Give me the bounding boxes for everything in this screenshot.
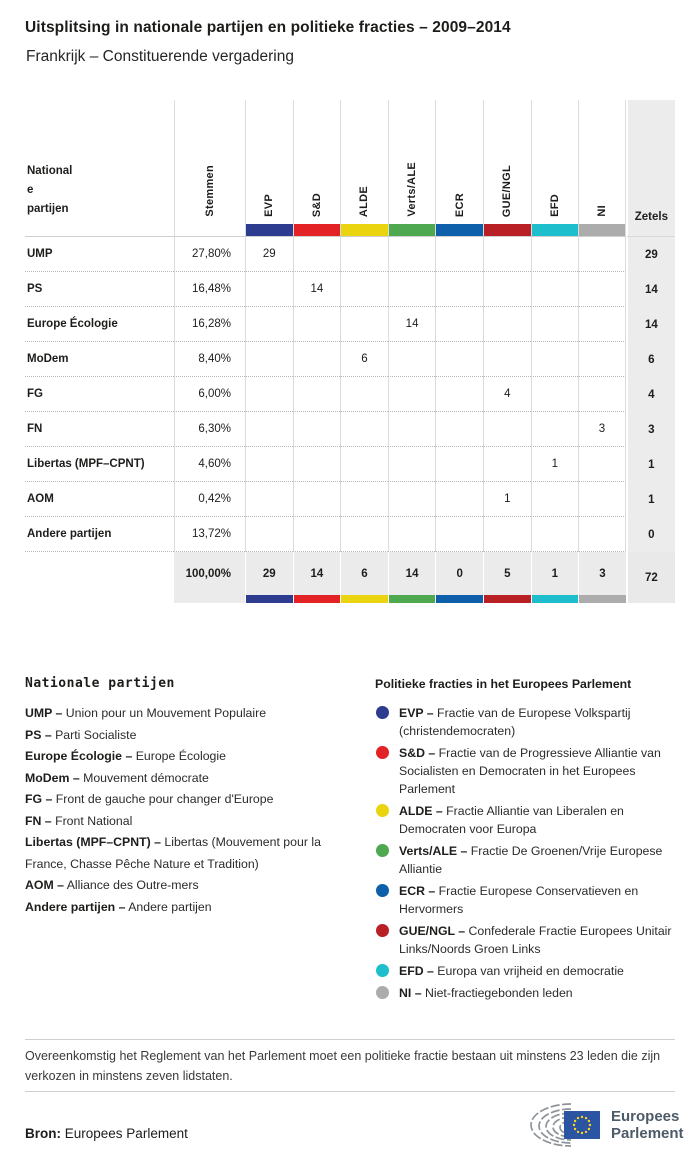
group-legend-text: Verts/ALE – Fractie De Groenen/Vrije Europese Alliantie bbox=[399, 844, 663, 876]
group-legend-abbr: Verts/ALE – bbox=[399, 844, 468, 858]
zetels-header-label: Zetels bbox=[634, 211, 668, 223]
group-column-header bbox=[435, 100, 483, 237]
seat-count-cell bbox=[340, 412, 388, 447]
seat-count-cell: 3 bbox=[578, 412, 626, 447]
seat-count-cell bbox=[483, 447, 531, 482]
source-label: Bron: bbox=[25, 1126, 61, 1141]
party-name-cell: Libertas (MPF–CPNT) bbox=[25, 447, 174, 482]
party-legend-abbr: UMP – bbox=[25, 706, 63, 720]
source-line bbox=[25, 1126, 188, 1141]
parties-header-line: partijen bbox=[27, 203, 69, 215]
group-legend-abbr: EFD – bbox=[399, 964, 434, 978]
seat-count-cell bbox=[531, 482, 579, 517]
party-legend-abbr: MoDem – bbox=[25, 770, 80, 785]
total-zetels-cell: 72 bbox=[626, 552, 675, 603]
seat-count-cell bbox=[578, 482, 626, 517]
group-color-bar bbox=[484, 595, 531, 603]
group-color-bar bbox=[532, 224, 579, 236]
seat-count-cell bbox=[293, 342, 341, 377]
total-seat-value: 6 bbox=[361, 567, 368, 580]
seat-count-cell: 4 bbox=[483, 377, 531, 412]
group-legend-item bbox=[375, 984, 675, 1002]
seat-count-cell bbox=[245, 517, 293, 552]
page-subtitle: Frankrijk – Constituerende vergadering bbox=[26, 48, 294, 65]
total-seat-value: 0 bbox=[456, 567, 463, 580]
group-legend-abbr: NI – bbox=[399, 986, 422, 1000]
group-color-bar bbox=[294, 224, 341, 236]
seat-count-cell bbox=[435, 237, 483, 272]
total-seat-cell bbox=[483, 552, 531, 603]
party-legend-item: UMP – Union pour un Mouvement Populaire bbox=[25, 706, 267, 720]
seat-count-cell bbox=[483, 307, 531, 342]
zetels-cell: 6 bbox=[626, 342, 675, 377]
table-row bbox=[25, 447, 675, 482]
party-legend-item: Libertas (MPF–CPNT) – Libertas (Mouvement pour la France, Chasse Pêche Nature et Tradition) bbox=[25, 835, 321, 871]
stemmen-cell: 27,80% bbox=[174, 237, 245, 272]
seat-count-cell bbox=[435, 482, 483, 517]
parties-header-line: National bbox=[27, 165, 73, 177]
party-name-cell: FN bbox=[25, 412, 174, 447]
seat-count-cell bbox=[435, 272, 483, 307]
group-color-bar bbox=[532, 595, 579, 603]
seat-count-cell bbox=[483, 237, 531, 272]
table-row bbox=[25, 272, 675, 307]
table-row bbox=[25, 307, 675, 342]
group-legend-item bbox=[375, 704, 675, 740]
group-color-bar bbox=[579, 224, 625, 236]
stemmen-cell: 6,00% bbox=[174, 377, 245, 412]
table-body bbox=[25, 237, 675, 552]
seat-count-cell: 1 bbox=[531, 447, 579, 482]
table-row bbox=[25, 517, 675, 552]
group-color-dot bbox=[376, 964, 389, 977]
seat-count-cell bbox=[531, 307, 579, 342]
stemmen-cell: 16,28% bbox=[174, 307, 245, 342]
group-header-label: ECR bbox=[453, 192, 466, 217]
seat-count-cell bbox=[293, 447, 341, 482]
zetels-cell: 14 bbox=[626, 272, 675, 307]
seat-count-cell bbox=[245, 447, 293, 482]
zetels-cell: 1 bbox=[626, 482, 675, 517]
group-legend-abbr: EVP – bbox=[399, 706, 434, 720]
group-legend-text: ALDE – Fractie Alliantie van Liberalen en Democraten voor Europa bbox=[399, 804, 624, 836]
seat-count-cell bbox=[340, 377, 388, 412]
group-color-bar bbox=[246, 595, 293, 603]
stemmen-cell: 16,48% bbox=[174, 272, 245, 307]
party-legend-abbr: FG – bbox=[25, 792, 53, 806]
stemmen-column-header bbox=[174, 100, 245, 237]
party-legend-abbr: PS – bbox=[25, 727, 52, 742]
group-legend-text: NI – Niet-fractiegebonden leden bbox=[399, 986, 573, 1000]
group-color-bar bbox=[341, 224, 388, 236]
seat-count-cell bbox=[531, 377, 579, 412]
group-legend-item bbox=[375, 922, 675, 958]
group-color-dot bbox=[376, 804, 389, 817]
group-legend-text: S&D – Fractie van de Progressieve Alliantie van Socialisten en Democraten in het Europees Parlement bbox=[399, 746, 661, 796]
total-seat-cell bbox=[340, 552, 388, 603]
group-column-header bbox=[293, 100, 341, 237]
group-column-header bbox=[340, 100, 388, 237]
group-color-bar bbox=[436, 595, 483, 603]
parties-column-header bbox=[25, 100, 174, 237]
seat-count-cell bbox=[578, 237, 626, 272]
group-header-label: NI bbox=[595, 205, 608, 217]
seat-count-cell bbox=[340, 307, 388, 342]
party-legend-item: PS – Parti Socialiste bbox=[25, 727, 137, 742]
seat-count-cell bbox=[245, 307, 293, 342]
seat-count-cell bbox=[435, 412, 483, 447]
zetels-cell: 1 bbox=[626, 447, 675, 482]
seat-count-cell: 14 bbox=[293, 272, 341, 307]
seat-count-cell bbox=[483, 517, 531, 552]
total-seat-value: 14 bbox=[405, 567, 419, 580]
seat-count-cell bbox=[388, 377, 436, 412]
seat-count-cell bbox=[531, 272, 579, 307]
seat-count-cell bbox=[293, 377, 341, 412]
stemmen-cell: 4,60% bbox=[174, 447, 245, 482]
zetels-cell: 14 bbox=[626, 307, 675, 342]
seat-count-cell bbox=[340, 272, 388, 307]
total-empty-cell bbox=[25, 552, 174, 603]
group-legend-text: GUE/NGL – Confederale Fractie Europees Unitair Links/Noords Groen Links bbox=[399, 924, 672, 956]
table-row bbox=[25, 482, 675, 517]
group-color-bar bbox=[294, 595, 341, 603]
group-color-bar bbox=[389, 224, 436, 236]
ep-hemicycle-icon bbox=[528, 1101, 604, 1149]
seat-count-cell bbox=[245, 377, 293, 412]
european-parliament-logo bbox=[528, 1101, 684, 1149]
table-row bbox=[25, 377, 675, 412]
national-parties-legend-title: Nationale partijen bbox=[25, 676, 175, 691]
seat-count-cell bbox=[388, 237, 436, 272]
group-header-label: S&D bbox=[310, 192, 323, 217]
seat-count-cell bbox=[435, 307, 483, 342]
total-seat-value: 5 bbox=[504, 567, 511, 580]
table-row bbox=[25, 412, 675, 447]
page-title: Uitsplitsing in nationale partijen en politieke fracties – 2009–2014 bbox=[25, 19, 511, 36]
group-header-label: EVP bbox=[263, 194, 276, 217]
stemmen-cell: 0,42% bbox=[174, 482, 245, 517]
seat-count-cell bbox=[245, 412, 293, 447]
national-parties-legend-items bbox=[25, 703, 360, 918]
seat-count-cell bbox=[531, 517, 579, 552]
seat-count-cell bbox=[245, 482, 293, 517]
group-column-header bbox=[483, 100, 531, 237]
seat-count-cell bbox=[340, 482, 388, 517]
seat-count-cell bbox=[340, 517, 388, 552]
seat-count-cell bbox=[435, 377, 483, 412]
group-legend-abbr: GUE/NGL – bbox=[399, 924, 466, 938]
party-legend-item: Andere partijen – Andere partijen bbox=[25, 899, 212, 914]
divider-bottom bbox=[25, 1091, 675, 1092]
seat-count-cell bbox=[245, 342, 293, 377]
seat-count-cell bbox=[531, 342, 579, 377]
group-legend-item bbox=[375, 842, 675, 878]
party-legend-item: AOM – Alliance des Outre-mers bbox=[25, 878, 199, 892]
seat-count-cell bbox=[578, 377, 626, 412]
group-color-bar bbox=[389, 595, 436, 603]
total-stemmen-cell: 100,00% bbox=[174, 552, 245, 603]
seat-count-cell bbox=[293, 307, 341, 342]
party-legend-abbr: FN – bbox=[25, 813, 52, 828]
party-legend-abbr: AOM – bbox=[25, 878, 64, 892]
seat-count-cell bbox=[293, 412, 341, 447]
ep-logo-line1: Europees bbox=[611, 1107, 680, 1125]
group-color-dot bbox=[376, 924, 389, 937]
group-legend-item bbox=[375, 962, 675, 980]
total-seat-cell bbox=[293, 552, 341, 603]
group-color-dot bbox=[376, 844, 389, 857]
zetels-column-header bbox=[626, 100, 675, 237]
seat-count-cell bbox=[578, 447, 626, 482]
group-column-header bbox=[531, 100, 579, 237]
national-parties-legend bbox=[25, 676, 360, 918]
group-legend-item bbox=[375, 882, 675, 918]
seat-count-cell bbox=[293, 482, 341, 517]
seat-count-cell bbox=[293, 517, 341, 552]
seat-count-cell bbox=[293, 237, 341, 272]
stemmen-cell: 6,30% bbox=[174, 412, 245, 447]
group-legend-abbr: ECR – bbox=[399, 884, 436, 898]
group-legend-text: EFD – Europa van vrijheid en democratie bbox=[399, 964, 624, 978]
group-color-bar bbox=[246, 224, 293, 236]
total-seat-cell bbox=[531, 552, 579, 603]
seat-count-cell bbox=[388, 517, 436, 552]
group-color-dot bbox=[376, 986, 389, 999]
seat-count-cell bbox=[340, 237, 388, 272]
group-legend-item bbox=[375, 744, 675, 798]
zetels-cell: 0 bbox=[626, 517, 675, 552]
group-legend-text: EVP – Fractie van de Europese Volkspartij (christendemocraten) bbox=[399, 706, 631, 738]
seat-count-cell: 14 bbox=[388, 307, 436, 342]
party-name-cell: UMP bbox=[25, 237, 174, 272]
seat-count-cell bbox=[435, 517, 483, 552]
party-legend-item: FN – Front National bbox=[25, 813, 133, 828]
seat-count-cell bbox=[483, 272, 531, 307]
total-seat-value: 14 bbox=[310, 567, 324, 580]
group-column-header bbox=[388, 100, 436, 237]
table-row bbox=[25, 342, 675, 377]
stemmen-cell: 13,72% bbox=[174, 517, 245, 552]
total-seat-cell bbox=[435, 552, 483, 603]
seat-count-cell: 1 bbox=[483, 482, 531, 517]
total-seat-value: 1 bbox=[551, 567, 559, 580]
group-color-bar bbox=[436, 224, 483, 236]
seat-count-cell bbox=[483, 342, 531, 377]
seat-count-cell: 29 bbox=[245, 237, 293, 272]
party-legend-item: FG – Front de gauche pour changer d'Europe bbox=[25, 792, 274, 806]
political-groups-legend-items bbox=[375, 704, 675, 1002]
party-name-cell: PS bbox=[25, 272, 174, 307]
seat-count-cell bbox=[578, 517, 626, 552]
source-value: Europees Parlement bbox=[64, 1126, 188, 1141]
seat-count-cell bbox=[531, 412, 579, 447]
group-header-label: GUE/NGL bbox=[501, 164, 514, 217]
total-seat-cell bbox=[388, 552, 436, 603]
total-seat-cell bbox=[578, 552, 626, 603]
party-name-cell: Europe Écologie bbox=[25, 307, 174, 342]
seat-count-cell bbox=[340, 447, 388, 482]
seat-count-cell bbox=[578, 342, 626, 377]
party-legend-abbr: Europe Écologie – bbox=[25, 749, 133, 763]
party-legend-item: MoDem – Mouvement démocrate bbox=[25, 770, 209, 785]
parties-header-line: e bbox=[27, 184, 34, 196]
divider-top bbox=[25, 1039, 675, 1040]
group-header-label: Verts/ALE bbox=[406, 162, 419, 217]
group-column-header bbox=[578, 100, 626, 237]
stemmen-header-label: Stemmen bbox=[204, 165, 216, 217]
group-legend-abbr: S&D – bbox=[399, 746, 436, 760]
seat-count-cell bbox=[245, 272, 293, 307]
seat-count-cell bbox=[578, 272, 626, 307]
total-seat-value: 29 bbox=[262, 567, 276, 580]
group-column-header bbox=[245, 100, 293, 237]
zetels-cell: 4 bbox=[626, 377, 675, 412]
party-name-cell: FG bbox=[25, 377, 174, 412]
seat-count-cell bbox=[388, 272, 436, 307]
party-legend-abbr: Andere partijen – bbox=[25, 899, 126, 914]
group-color-bar bbox=[579, 595, 626, 603]
group-color-dot bbox=[376, 706, 389, 719]
stemmen-cell: 8,40% bbox=[174, 342, 245, 377]
zetels-cell: 3 bbox=[626, 412, 675, 447]
party-legend-abbr: Libertas (MPF–CPNT) – bbox=[25, 835, 161, 849]
group-header-label: EFD bbox=[548, 194, 561, 217]
group-legend-text: ECR – Fractie Europese Conservatieven en Hervormers bbox=[399, 884, 639, 916]
party-legend-item: Europe Écologie – Europe Écologie bbox=[25, 749, 226, 763]
seat-count-cell bbox=[435, 342, 483, 377]
ep-logo-line2: Parlement bbox=[611, 1125, 684, 1142]
seat-count-cell bbox=[388, 412, 436, 447]
party-name-cell: MoDem bbox=[25, 342, 174, 377]
party-name-cell: Andere partijen bbox=[25, 517, 174, 552]
seats-table bbox=[25, 100, 675, 603]
seat-count-cell bbox=[435, 447, 483, 482]
total-seat-value: 3 bbox=[599, 567, 606, 580]
seat-count-cell bbox=[531, 237, 579, 272]
seat-count-cell bbox=[483, 412, 531, 447]
group-header-label: ALDE bbox=[358, 185, 371, 217]
table-header-row bbox=[25, 100, 675, 237]
zetels-cell: 29 bbox=[626, 237, 675, 272]
footnote-text: Overeenkomstig het Reglement van het Parlement moet een politieke fractie bestaan uit minstens 23 leden die zijn verkozen in minstens zeven lidstaten. bbox=[25, 1049, 661, 1083]
seat-count-cell bbox=[388, 447, 436, 482]
table-total-row bbox=[25, 552, 675, 603]
total-seat-cell bbox=[245, 552, 293, 603]
seat-count-cell bbox=[388, 482, 436, 517]
seat-count-cell: 6 bbox=[340, 342, 388, 377]
group-legend-abbr: ALDE – bbox=[399, 804, 443, 818]
group-color-bar bbox=[341, 595, 388, 603]
group-color-dot bbox=[376, 746, 389, 759]
seat-count-cell bbox=[388, 342, 436, 377]
political-groups-legend bbox=[375, 677, 675, 1002]
seat-count-cell bbox=[578, 307, 626, 342]
group-legend-item bbox=[375, 802, 675, 838]
ep-logo-text bbox=[611, 1108, 684, 1143]
table-row bbox=[25, 237, 675, 272]
group-color-dot bbox=[376, 884, 389, 897]
group-color-bar bbox=[484, 224, 531, 236]
political-groups-legend-title: Politieke fracties in het Europees Parlement bbox=[375, 677, 632, 691]
party-name-cell: AOM bbox=[25, 482, 174, 517]
